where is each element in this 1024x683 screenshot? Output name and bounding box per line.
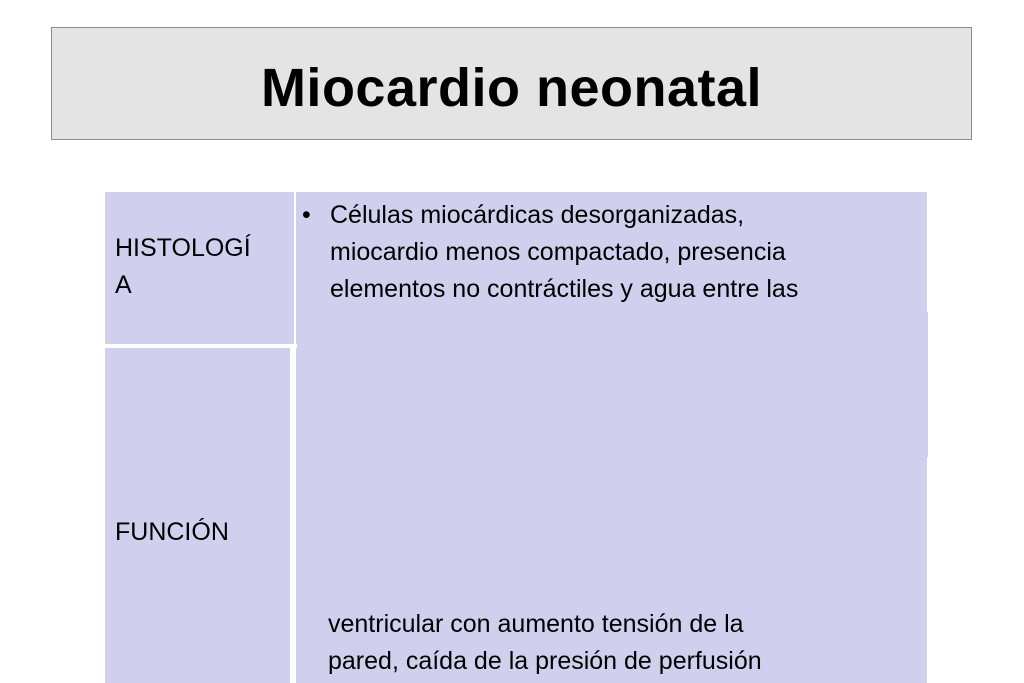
histologia-label-line-1: HISTOLOGÍ	[115, 234, 251, 262]
funcion-text-line-2: pared, caída de la presión de perfusión	[328, 647, 762, 675]
histologia-label-cell	[105, 192, 294, 344]
cell-overlap-strip	[920, 312, 928, 457]
bullet-icon: •	[302, 201, 311, 229]
bullet-line	[300, 234, 920, 271]
overlapping-content-panel	[296, 312, 920, 457]
slide-title: Miocardio neonatal	[260, 57, 763, 118]
funcion-label: FUNCIÓN	[115, 518, 229, 546]
bullet-line	[300, 197, 920, 234]
histologia-text-line-3: elementos no contráctiles y agua entre las	[330, 275, 799, 303]
funcion-text	[328, 606, 918, 680]
histologia-text-line-1: Células miocárdicas desorganizadas,	[330, 201, 745, 229]
bullet-line	[300, 271, 920, 308]
funcion-text-line-1: ventricular con aumento tensión de la	[328, 610, 744, 638]
title-box	[51, 27, 972, 140]
column-divider	[290, 348, 296, 683]
histologia-label-line-2: A	[115, 271, 132, 299]
histologia-text-line-2: miocardio menos compactado, presencia	[330, 238, 786, 266]
